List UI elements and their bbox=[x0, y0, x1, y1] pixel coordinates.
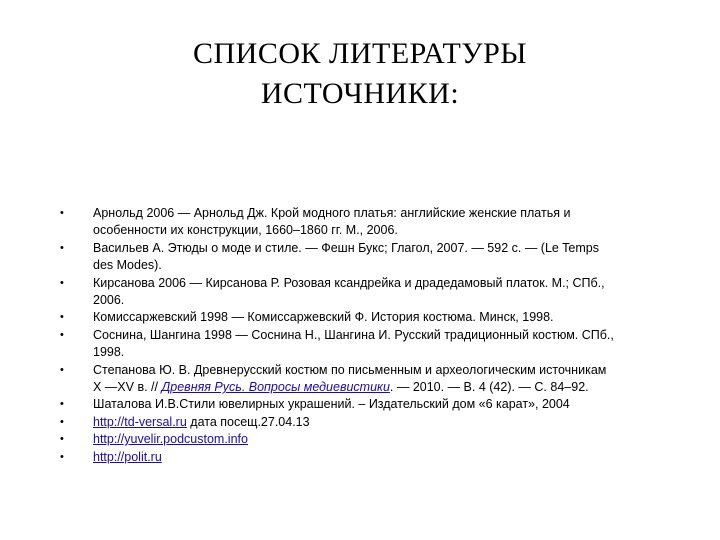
reference-list bbox=[58, 205, 618, 466]
list-item bbox=[58, 362, 618, 397]
list-item bbox=[58, 275, 618, 310]
title-line-2: ИСТОЧНИКИ: bbox=[260, 77, 460, 110]
reference-text: Васильев А. Этюды о моде и стиле. — Фешн Букс; Глагол, 2007. — 592 с. — (Le Temps des Modes). bbox=[93, 240, 599, 273]
reference-text: Шаталова И.В.Стили ювелирных украшений. – Издательский дом «6 карат», 2004 bbox=[93, 397, 570, 412]
reference-text: Кирсанова 2006 — Кирсанова Р. Розовая ксандрейка и драдедамовый платок. М.; СПб., 2006. bbox=[93, 275, 605, 308]
list-item bbox=[58, 396, 618, 413]
reference-text: Степанова Ю. В. Древнерусский костюм по письменным и археологическим источникам X —XV в. // bbox=[93, 362, 607, 395]
url-link[interactable]: http://td-versal.ru bbox=[93, 414, 187, 429]
list-item bbox=[58, 240, 618, 275]
reference-text: Соснина, Шангина 1998 — Соснина Н., Шангина И. Русский традиционный костюм. СПб., 1998. bbox=[93, 327, 614, 360]
visit-date-text: дата посещ.27.04.13 bbox=[186, 414, 310, 429]
title-line-1: СПИСОК ЛИТЕРАТУРЫ bbox=[193, 37, 527, 70]
reference-text: Комиссаржевский 1998 — Комиссаржевский Ф. История костюма. Минск, 1998. bbox=[93, 310, 554, 325]
url-link[interactable]: http://yuvelir.podcustom.info bbox=[93, 432, 248, 447]
page-title bbox=[60, 34, 660, 114]
reference-text: . — 2010. — В. 4 (42). — С. 84–92. bbox=[389, 380, 589, 395]
reference-text: Арнольд 2006 — Арнольд Дж. Крой модного платья: английские женские платья и особенности их конструкции, 1660–1860 гг. М., 2006. bbox=[93, 206, 571, 238]
list-item bbox=[58, 449, 618, 466]
list-item bbox=[58, 431, 618, 448]
url-link[interactable]: http://polit.ru bbox=[93, 449, 162, 464]
list-item bbox=[58, 205, 618, 240]
list-item bbox=[58, 414, 618, 431]
list-item bbox=[58, 309, 618, 326]
journal-link[interactable]: Древняя Русь. Вопросы медиевистики bbox=[161, 380, 390, 395]
list-item bbox=[58, 327, 618, 362]
